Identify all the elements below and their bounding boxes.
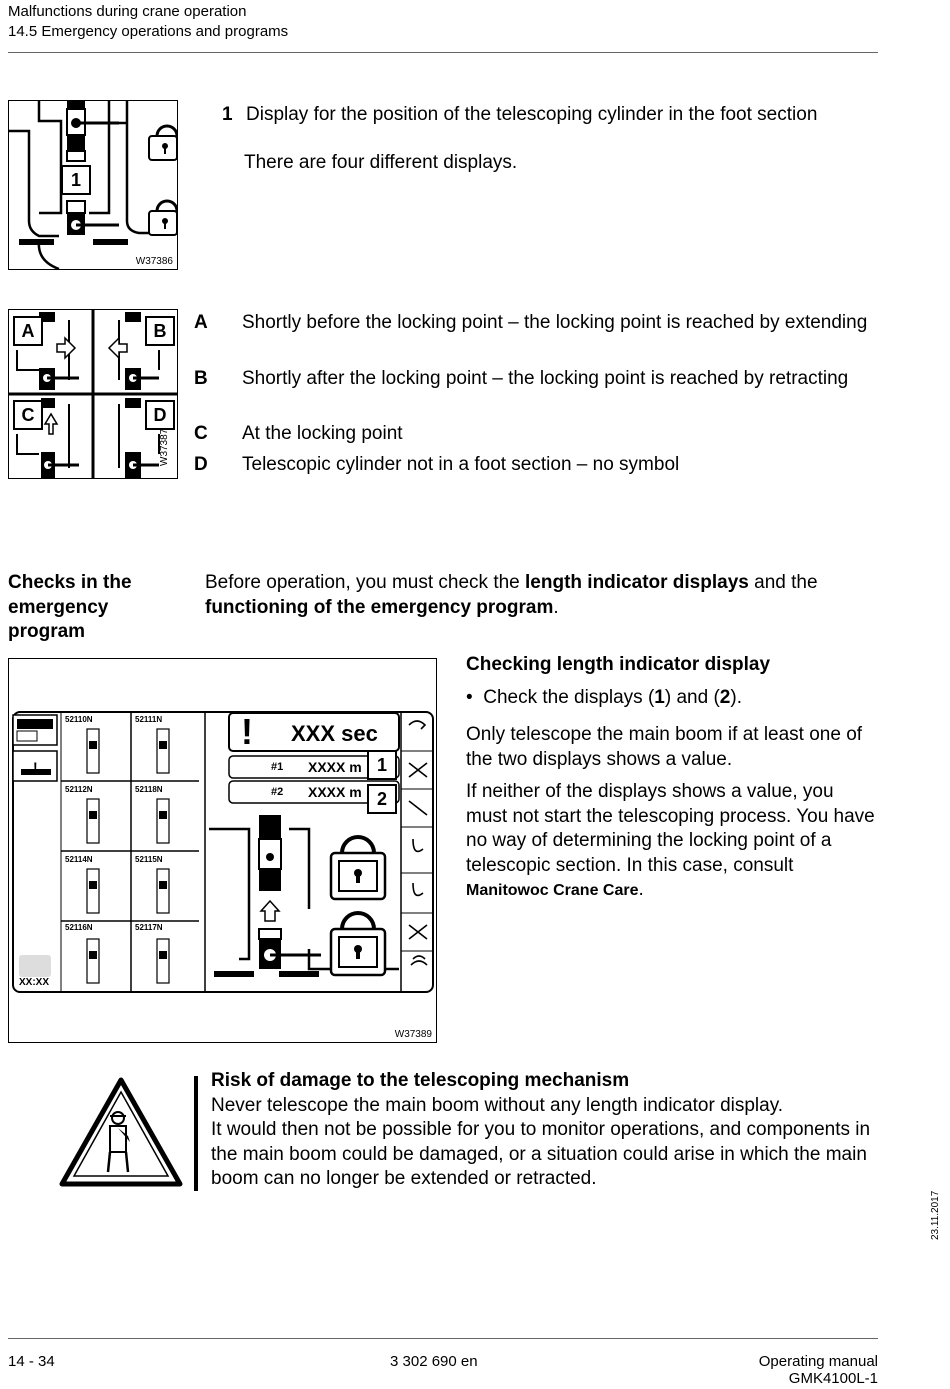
legend-1-number: 1	[222, 104, 233, 125]
footer-rule	[8, 1338, 878, 1339]
code-label: 52114N	[65, 855, 93, 864]
row1-value: XXXX m	[308, 759, 362, 775]
lock-icon	[331, 837, 385, 899]
legend-c	[194, 422, 882, 447]
row1-tag: #1	[271, 761, 284, 773]
checks-intro	[205, 571, 875, 620]
chapter-title: Malfunctions during crane operation	[8, 3, 247, 20]
page-number: 14 - 34	[8, 1353, 55, 1370]
legend-1-text: Display for the position of the telescoping cylinder in the foot section	[246, 104, 818, 125]
legend-key: B	[194, 368, 208, 389]
label-c: C	[13, 400, 43, 430]
length-check-para-2	[466, 780, 878, 904]
length-check-heading: Checking length indicator display	[466, 654, 771, 675]
warning-mark-icon: !	[33, 759, 38, 775]
alert-icon: !	[241, 711, 253, 752]
doc-number: 3 302 690 en	[390, 1353, 478, 1370]
warning-bar	[194, 1076, 198, 1191]
code-label: 52116N	[65, 923, 93, 932]
label-b: B	[145, 316, 175, 346]
row2-tag: #2	[271, 786, 284, 798]
legend-d	[194, 453, 882, 478]
warning-title: Risk of damage to the telescoping mechanism	[211, 1070, 630, 1091]
code-label: 52112N	[65, 785, 93, 794]
code-label: 52111N	[135, 715, 163, 724]
figure-id: W37386	[135, 256, 173, 267]
sec-display: XXX sec	[291, 721, 378, 746]
intro-bold: length indicator displays	[525, 572, 749, 593]
figure-id: W37387	[159, 428, 170, 466]
callout-1: 1	[61, 165, 91, 195]
lock-icon	[149, 201, 177, 235]
figure-emergency-screen	[8, 658, 437, 1043]
intro-text: .	[553, 596, 559, 618]
legend-a	[194, 311, 882, 336]
crane-care-name: Manitowoc Crane Care	[466, 882, 639, 899]
legend-text: Shortly after the locking point – the locking point is reached by retracting	[242, 368, 849, 389]
bullet-bold: 1	[654, 687, 665, 708]
warning-triangle-icon	[58, 1076, 184, 1188]
bullet-bold: 2	[719, 687, 731, 708]
side-heading: Checks in the emergency program	[8, 572, 132, 642]
intro-bold: functioning of the emergency program	[205, 596, 554, 618]
lock-icon	[331, 913, 385, 975]
bullet-item	[466, 686, 876, 711]
para-text: .	[638, 879, 644, 900]
code-label: 52115N	[135, 855, 163, 864]
side-date: 23.11.2017	[930, 1190, 941, 1240]
code-label: 52118N	[135, 785, 163, 794]
figure-id: W37389	[394, 1029, 432, 1040]
code-label: 52110N	[65, 715, 93, 724]
legend-key: D	[194, 454, 208, 475]
row2-value: XXXX m	[308, 784, 362, 800]
figure-foot-section-display	[8, 100, 178, 270]
section-title: 14.5 Emergency operations and programs	[8, 23, 289, 40]
legend-key: C	[194, 423, 208, 444]
legend-b	[194, 367, 882, 392]
clock-readout: XX:XX	[19, 977, 50, 988]
lock-icon	[149, 126, 177, 160]
bullet-text: Check the displays (	[483, 687, 655, 708]
label-a: A	[13, 316, 43, 346]
para-text: If neither of the displays shows a value, you must not start the telescoping process. You have no way of determining the locking point of a telescopic section. In this case, consult	[466, 781, 875, 876]
manual-title: Operating manual	[758, 1353, 878, 1370]
warning-line: Never telescope the main boom without any length indicator display.	[211, 1094, 784, 1116]
legend-key: A	[194, 312, 208, 333]
foot-section-illustration	[9, 101, 177, 269]
intro-text: and the	[748, 572, 818, 593]
code-label: 52117N	[135, 923, 163, 932]
legend-text: Telescopic cylinder not in a foot section – no symbol	[242, 454, 680, 475]
callout-2: 2	[367, 784, 397, 814]
legend-text: At the locking point	[242, 423, 403, 444]
header-rule	[8, 52, 878, 53]
warning-line: It would then not be possible for you to monitor operations, and components in the main boom could be damaged, or a situation could arise in which the main boom can no longer be extended or retracted.	[211, 1119, 871, 1189]
length-check-para-1: Only telescope the main boom if at least one of the two displays shows a value.	[466, 724, 863, 770]
label-d: D	[145, 400, 175, 430]
bullet-icon: •	[466, 687, 484, 708]
bullet-text: ).	[730, 687, 742, 708]
figure-display-variants	[8, 309, 178, 479]
legend-1-item	[222, 103, 872, 128]
bullet-text: ) and (	[664, 687, 720, 708]
manual-model: GMK4100L-1	[788, 1370, 878, 1387]
legend-text: Shortly before the locking point – the locking point is reached by extending	[242, 312, 868, 333]
intro-text: Before operation, you must check the	[205, 572, 526, 593]
callout-1: 1	[367, 750, 397, 780]
legend-1-note: There are four different displays.	[244, 152, 518, 173]
warning-block	[211, 1069, 881, 1192]
